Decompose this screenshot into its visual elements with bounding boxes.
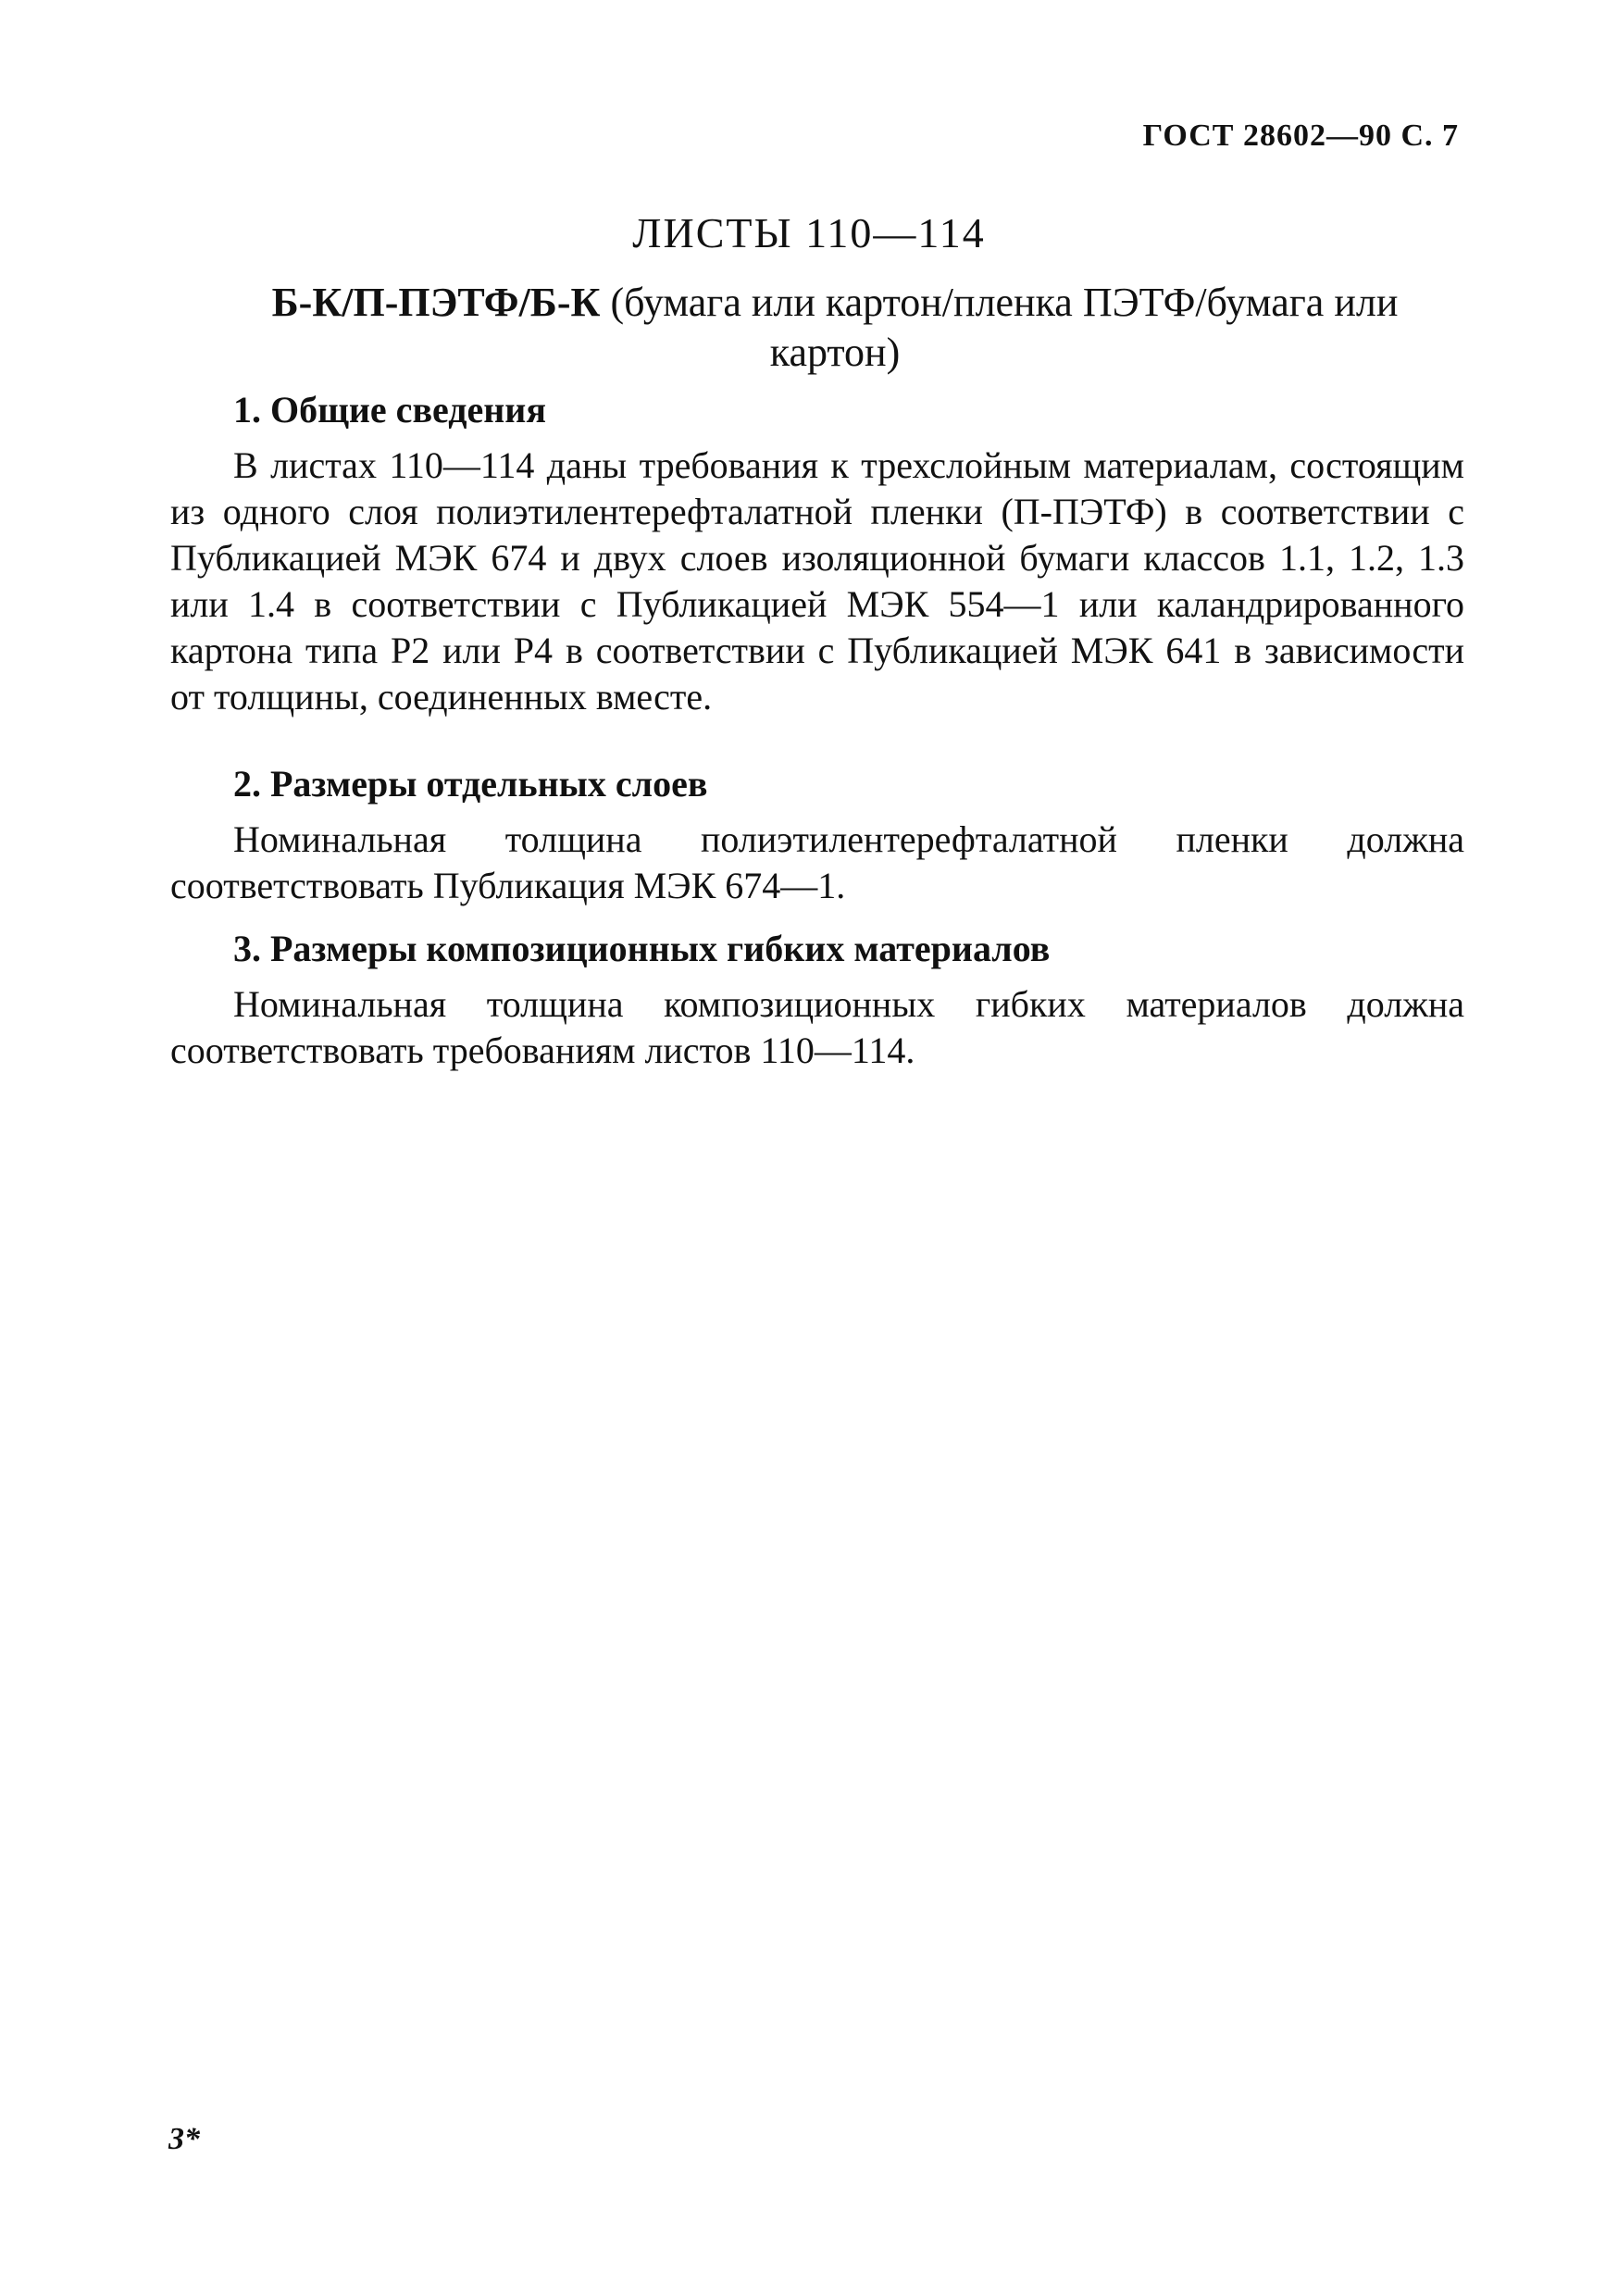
section-body: Номинальная толщина полиэтилентерефталатной пленки должна соответствовать Публикация МЭК 674—1. — [170, 818, 1464, 906]
section-layer-dimensions — [170, 761, 1464, 909]
material-subtitle — [205, 278, 1464, 378]
section-body: В листах 110—114 даны требования к трехслойным материалам, состоящим из одного слоя полиэтилентерефталатной пленки (П-ПЭТФ) в соответствии с Публикацией МЭК 674 и двух слоев изоляционной бумаги классов 1.1, 1.2, 1.3 или 1.4 в соответствии с Публикацией МЭК 554—1 или каландрированного картона типа Р2 или Р4 в соответствии с Публикацией МЭК 641 в зависимости от толщины, соединенных вместе. — [170, 444, 1464, 718]
section-heading: 3. Размеры композиционных гибких материалов — [233, 928, 1051, 969]
section-heading: 1. Общие сведения — [233, 389, 546, 430]
sheet-title: ЛИСТЫ 110—114 — [632, 209, 986, 256]
signature-mark: 3* — [168, 2122, 200, 2156]
material-code: Б-К/П-ПЭТФ/Б-К — [271, 280, 601, 325]
material-description: (бумага или картон/пленка ПЭТФ/бумага или картон) — [610, 280, 1399, 375]
section-general — [170, 387, 1464, 720]
section-composite-dimensions — [170, 926, 1464, 1074]
standard-header: ГОСТ 28602—90 С. 7 — [1142, 119, 1459, 153]
section-heading: 2. Размеры отдельных слоев — [233, 763, 708, 805]
section-body: Номинальная толщина композиционных гибких материалов должна соответствовать требованиям листов 110—114. — [170, 983, 1464, 1071]
